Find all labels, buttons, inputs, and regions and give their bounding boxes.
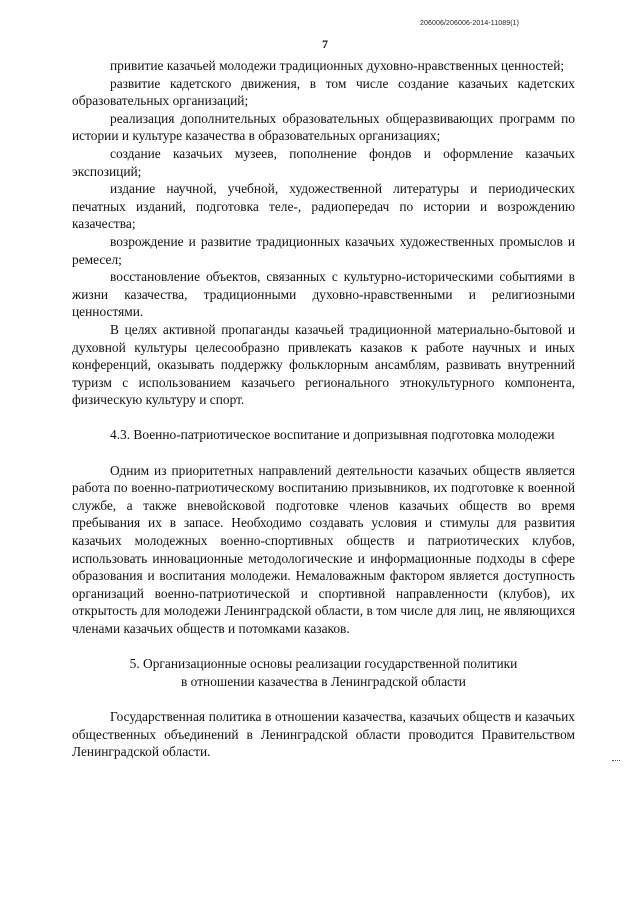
page-number: 7 [322,37,328,51]
paragraph: Одним из приоритетных направлений деятельности казачьих обществ является работа по военно-патриотическому воспитанию призывников, их подготовке к военной службе, а также вневойсковой подготовке членов казачьих обществ во время пребывания их в запасе. Необходимо создавать условия и стимулы для развития казачьих молодежных военно-спортивных обществ и патриотических клубов, использовать инновационные методологические и информационные подходы в сфере образования и воспитания молодежи. Немаловажным фактором является доступность организаций военно-патриотической и спортивной направленности (клубов), их открытость для молодежи Ленинградской области, в том числе для лиц, не являющихся членами казачьих обществ и потомками казаков. [72,462,575,636]
section-heading [72,655,575,690]
paragraph: восстановление объектов, связанных с культурно-историческими событиями в жизни казачества, традиционными духовно-нравственными и религиозными ценностями. [72,269,575,320]
scan-mark [612,760,620,763]
paragraph: развитие кадетского движения, в том числе создание казачьих кадетских образовательных организаций; [72,75,575,109]
spacer [72,444,575,462]
paragraph: привитие казачьей молодежи традиционных духовно-нравственных ценностей; [110,58,565,73]
paragraph: издание научной, учебной, художественной литературы и периодических печатных изданий, подготовка теле-, радиопередач по истории и возрождению казачества; [72,181,575,232]
paragraph: создание казачьих музеев, пополнение фондов и оформление казачьих экспозиций; [72,145,575,179]
document-body [72,57,575,761]
section-heading-line: в отношении казачества в Ленинградской области [181,673,466,689]
subsection-heading: 4.3. Военно-патриотическое воспитание и допризывная подготовка молодежи [110,427,555,443]
paragraph: В целях активной пропаганды казачьей традиционной материально-бытовой и духовной культуры целесообразно привлекать казаков к работе научных и иных конференций, оказывать поддержку фольклорным ансамблям, развивать внутренний туризм с использованием казачьего регионального этнокультурного компонента, физическую культуру и спорт. [72,321,575,408]
paragraph: Государственная политика в отношении казачества, казачьих обществ и казачьих общественных объединений в Ленинградской области проводится Правительством Ленинградской области. [72,708,575,760]
paragraph: реализация дополнительных образовательных общеразвивающих программ по истории и культуре казачества в образовательных организациях; [72,110,575,144]
document-id: 206006/206006-2014-11089(1) [420,20,520,27]
section-heading-line: 5. Организационные основы реализации государственной политики [129,656,518,672]
paragraph: возрождение и развитие традиционных казачьих художественных промыслов и ремесел; [72,233,575,267]
